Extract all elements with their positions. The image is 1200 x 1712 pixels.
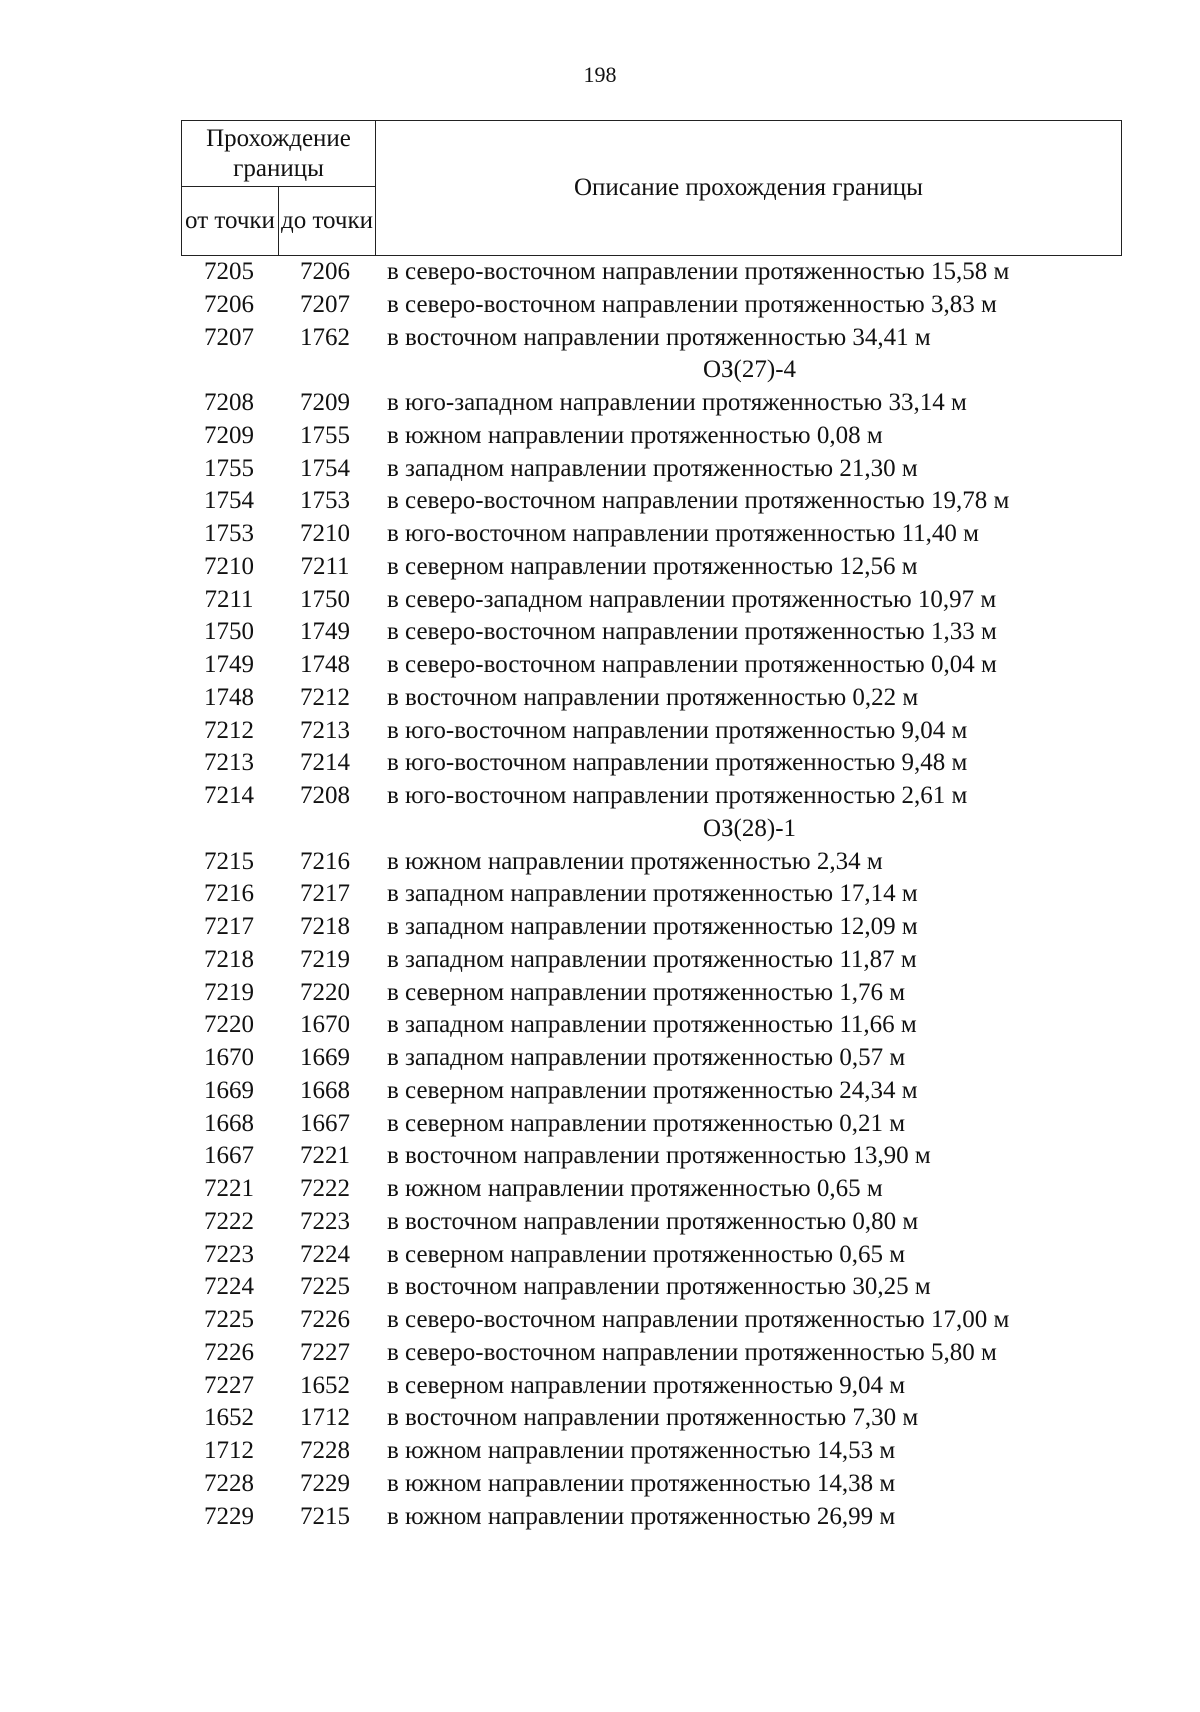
from-point: 7218 [204,945,254,973]
from-point: 7225 [204,1306,254,1333]
to-point: 7214 [300,749,350,777]
from-point: 7217 [204,913,254,940]
description: в восточном направлении протяженностью 0,22 м [387,683,919,711]
from-point: 7211 [204,585,254,613]
table-row [181,1009,1122,1042]
description: в северо-восточном направлении протяженностью 3,83 м [387,290,997,318]
from-point: 1749 [204,651,254,678]
description: в западном направлении протяженностью 12,09 м [387,913,918,940]
from-point: 1754 [204,487,254,515]
description: в юго-восточном направлении протяженностью 11,40 м [387,520,979,547]
from-point: 7228 [204,1469,254,1497]
from-point: 1667 [204,1142,254,1170]
to-point: 7229 [300,1469,350,1497]
from-point: 7216 [204,880,254,908]
to-point: 7217 [300,880,350,908]
to-point: 7210 [300,520,350,547]
table-row [181,1042,1122,1075]
from-point: 7206 [204,290,254,318]
to-point: 1749 [300,618,350,646]
table-row [181,551,1122,584]
to-point: 1712 [300,1404,350,1432]
description: в северо-восточном направлении протяженностью 17,00 м [387,1306,1010,1333]
to-point: 7216 [300,847,350,875]
page-number: 198 [583,62,617,87]
table-row [181,453,1122,486]
description: в восточном направлении протяженностью 0,80 м [387,1207,919,1235]
boundary-rows [181,256,1122,1533]
from-point: 1753 [204,520,254,547]
description: в южном направлении протяженностью 14,38 м [387,1469,896,1497]
to-point: 1755 [300,421,350,449]
to-point: 7223 [300,1207,350,1235]
from-point: 7209 [204,421,254,449]
description: в северном направлении протяженностью 1,76 м [387,978,906,1006]
table-row [181,485,1122,518]
to-point: 1753 [300,487,350,515]
table-row [181,1402,1122,1435]
table-row [181,1304,1122,1337]
description: в юго-восточном направлении протяженностью 2,61 м [387,782,968,809]
description: в северном направлении протяженностью 24,34 м [387,1076,918,1104]
to-point: 7218 [300,913,350,940]
from-point: 1652 [204,1404,254,1432]
table-row [181,977,1122,1010]
to-point: 7225 [300,1273,350,1301]
description: в юго-западном направлении протяженностью 33,14 м [387,389,967,416]
from-point: 7229 [204,1502,254,1530]
description: в южном направлении протяженностью 0,65 м [387,1175,883,1202]
to-point: 1748 [300,651,350,678]
to-point: 1762 [300,323,350,351]
from-point: 7213 [204,749,254,777]
description: в восточном направлении протяженностью 34,41 м [387,323,931,351]
description: в северо-восточном направлении протяженностью 1,33 м [387,618,997,646]
to-point: 1652 [300,1371,350,1399]
description: в южном направлении протяженностью 14,53 м [387,1437,896,1464]
to-point: 1750 [300,585,350,613]
from-point: 7227 [204,1371,254,1399]
to-point: 7228 [300,1437,350,1464]
to-point: 1667 [300,1109,350,1137]
to-point: 7208 [300,782,350,809]
from-point: 7222 [204,1207,254,1235]
to-point: 7215 [300,1502,350,1530]
description: в северо-восточном направлении протяженностью 5,80 м [387,1338,997,1366]
description: в западном направлении протяженностью 21,30 м [387,454,918,482]
to-point: 7226 [300,1306,350,1333]
table-row [181,322,1122,355]
table-row [181,1108,1122,1141]
description: в северном направлении протяженностью 9,04 м [387,1371,906,1399]
from-point: 7224 [204,1273,254,1301]
table-header [181,120,1122,256]
from-point: 7208 [204,389,254,416]
from-point: 7219 [204,978,254,1006]
to-point: 7209 [300,389,350,416]
table-row [181,878,1122,911]
table-row [181,682,1122,715]
to-point: 7212 [300,683,350,711]
table-row [181,1239,1122,1272]
table-row [181,518,1122,551]
to-point: 7220 [300,978,350,1006]
description: в юго-восточном направлении протяженностью 9,04 м [387,716,968,744]
description: в западном направлении протяженностью 0,57 м [387,1044,906,1071]
from-point: 1668 [204,1109,254,1137]
table-row [181,289,1122,322]
description: в северном направлении протяженностью 0,21 м [387,1109,906,1137]
to-point: 1754 [300,454,350,482]
to-point: 1670 [300,1011,350,1039]
description: в восточном направлении протяженностью 30,25 м [387,1273,931,1301]
description: в северо-восточном направлении протяженностью 19,78 м [387,487,1010,515]
description: в восточном направлении протяженностью 7,30 м [387,1404,919,1432]
description: в северо-западном направлении протяженностью 10,97 м [387,585,997,613]
from-point: 1748 [204,683,254,711]
description: в западном направлении протяженностью 11,87 м [387,945,917,973]
table-row [181,1337,1122,1370]
table-row [181,256,1122,289]
description: в северном направлении протяженностью 12,56 м [387,552,918,580]
from-point: 7226 [204,1338,254,1366]
from-point: 1750 [204,618,254,646]
description: в западном направлении протяженностью 11,66 м [387,1011,917,1039]
from-point: 7215 [204,847,254,875]
to-point: 7227 [300,1338,350,1366]
table-row [181,649,1122,682]
table-row [181,1468,1122,1501]
from-point: 7223 [204,1240,254,1268]
description: в северо-восточном направлении протяженностью 0,04 м [387,651,997,678]
from-point: 7212 [204,716,254,744]
description: в северо-восточном направлении протяженностью 15,58 м [387,258,1010,285]
from-point: 7205 [204,258,254,285]
to-point: 7206 [300,258,350,285]
description: в западном направлении протяженностью 17,14 м [387,880,918,908]
to-point: 7224 [300,1240,350,1268]
table-row [181,747,1122,780]
table-row [181,616,1122,649]
table-row [181,584,1122,617]
header-from-point: от точки [182,187,279,256]
table-row [181,911,1122,944]
table-row [181,1206,1122,1239]
to-point: 7213 [300,716,350,744]
to-point: 1668 [300,1076,350,1104]
section-title: ОЗ(28)-1 [702,814,797,842]
table-row [181,846,1122,879]
from-point: 1669 [204,1076,254,1104]
to-point: 1669 [300,1044,350,1071]
header-description: Описание прохождения границы [376,121,1122,256]
to-point: 7211 [300,552,350,580]
to-point: 7207 [300,290,350,318]
from-point: 7221 [204,1175,254,1202]
description: в южном направлении протяженностью 26,99 м [387,1502,896,1530]
from-point: 1712 [204,1437,254,1464]
table-row [181,1075,1122,1108]
from-point: 7207 [204,323,254,351]
table-row [181,387,1122,420]
table-row [181,420,1122,453]
from-point: 1670 [204,1044,254,1071]
section-title: ОЗ(27)-4 [702,356,797,384]
table-row [181,715,1122,748]
description: в юго-восточном направлении протяженностью 9,48 м [387,749,968,777]
to-point: 7221 [300,1142,350,1170]
to-point: 7219 [300,945,350,973]
description: в северном направлении протяженностью 0,65 м [387,1240,906,1268]
table-row [181,1271,1122,1304]
from-point: 7214 [204,782,254,809]
table-row [181,1370,1122,1403]
description: в восточном направлении протяженностью 13,90 м [387,1142,931,1170]
from-point: 7210 [204,552,254,580]
to-point: 7222 [300,1175,350,1202]
header-to-point: до точки [279,187,376,256]
from-point: 7220 [204,1011,254,1039]
description: в южном направлении протяженностью 0,08 м [387,421,883,449]
table-row [181,1140,1122,1173]
description: в южном направлении протяженностью 2,34 м [387,847,883,875]
from-point: 1755 [204,454,254,482]
header-boundary-passage: Прохождение границы [182,121,376,187]
table-row [181,1501,1122,1534]
table-row [181,944,1122,977]
table-row [181,780,1122,813]
table-row [181,1435,1122,1468]
table-row [181,1173,1122,1206]
